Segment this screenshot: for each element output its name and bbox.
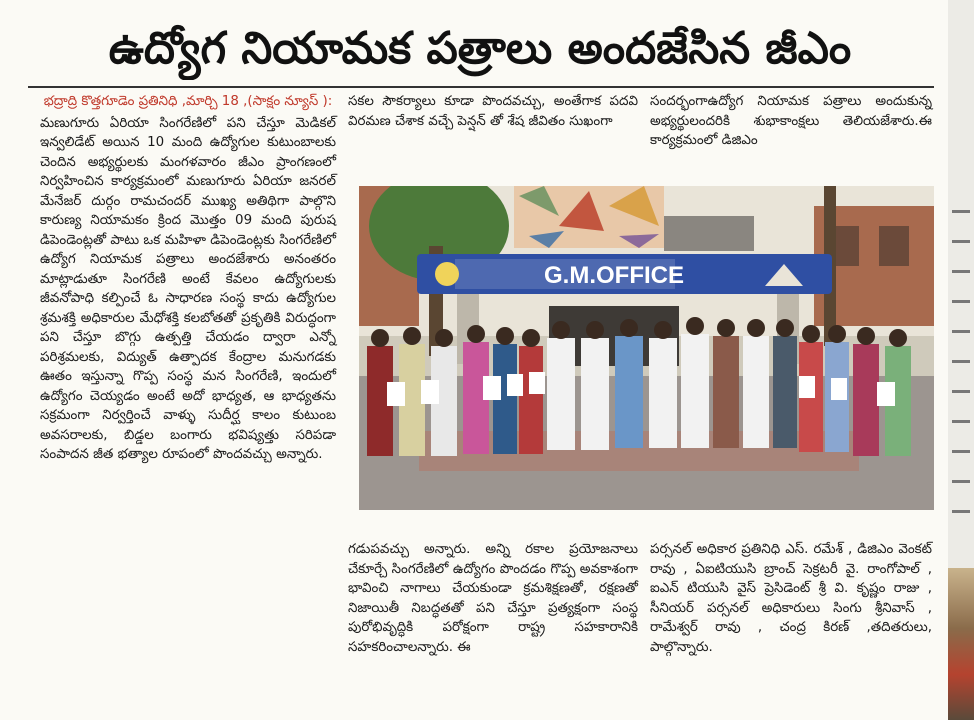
article-column-2-top (348, 92, 638, 131)
column-1-body: మణుగూరు ఏరియా సింగరేణిలో పని చేస్తూ మెడికల్ ఇన్వలిడేట్ అయిన 10 మంది ఉద్యోగుల కుటుంబాలకు చెందిన అభ్యర్థులకు మంగళవారం జీఎం ప్రాంగణంలో నిర్వహించిన కార్యక్రమంలో మణుగూరు ఏరియా జనరల్ మేనేజర్ దుర్గం రామచందర్ ముఖ్య అతిథిగా పాల్గొని కారుణ్య నియామకం క్రింద మొత్తం 09 మంది పురుష డిపెండెంట్లతో పాటు ఒక మహిళా డిపెండెంట్లకు సింగరేణిలో ఉద్యోగ నియామక పత్రాలు అందజేశారు అనంతరం మాట్లాడుతూ సింగరేణి అంటే కేవలం ఉద్యోగులకు జీవనోపాధి కల్పించే ఓ సాధారణ సంస్థ కాదు ఉద్యోగుల శ్రమశక్తి అధికారుల మేధోశక్తి కలబోతతో ప్రకృతికి విరుద్ధంగా పని చేస్తూ బొగ్గు ఉత్పత్తి చేయడం ద్వారా ఎన్నో పరిశ్రమలకు, విద్యుత్ ఉత్పాదక కేంద్రాల మనుగడకు ఊతం ఇస్తున్నా గొప్ప సంస్థ మన సింగరేణి, ఇందులో ఉద్యోగం చెయ్యడం అంటే అదో భాధ్యత, ఆ భాధ్యతను సక్రమంగా నిర్వర్తించే వాళ్ళు సుదీర్ఘ కాలం కుటుంబ అవసరాలకు, బిడ్డల బంగారు భవిష్యత్తు సరిపడా సంపాదన జీత భత్యాల రూపంలో పొందవచ్చు అన్నారు. (40, 115, 336, 462)
adjacent-page-edge (948, 0, 974, 720)
article-column-3-bottom (650, 540, 932, 657)
column-2-top-body: సకల సౌకర్యాలు కూడా పొందవచ్చు, అంతేగాక పదవి విరమణ చేశాక వచ్చే పెన్షన్ తో శేష జీవితం సుఖంగా (348, 94, 638, 129)
dateline: భద్రాద్రి కొత్తగూడెం ప్రతినిధి ,మార్చి 18 ,(సాక్షం న్యూస్ ): (43, 94, 333, 109)
headline-rule (28, 86, 934, 88)
sign-text: G.M.OFFICE (544, 262, 684, 289)
column-2-bottom-body: గడుపవచ్చు అన్నారు. అన్ని రకాల ప్రయోజనాలు చేకూర్చే సింగరేణిలో ఉద్యోగం పొందడం గొప్ప అవకాశంగా భావించి నాగాలు చేయకుండా క్రమశిక్షణతో, రక్షణతో నిజాయితీ నిబద్ధతతో పని చేస్తూ ప్రత్యక్షంగా సంస్థ పురోభివృద్ధికి పరోక్షంగా రాష్ట్ర సహకారానికి సహకరించాలన్నారు. ఈ (348, 542, 638, 655)
news-photo (359, 186, 934, 510)
column-3-bottom-body: పర్సనల్ అధికార ప్రతినిధి ఎస్. రమేశ్ , డిజిఎం వెంకట్ రావు , ఏఐటియుసి బ్రాంచ్ సెక్రటరీ వై. రాంగోపాల్ , ఐఎన్ టియుసి వైస్ ప్రెసిడెంట్ శ్రీ వి. కృష్ణం రాజు , సీనియర్ పర్సనల్ అధికారులు సింగు శ్రీనివాస్ , రామేశ్వర్ రావు , చంద్ర కిరణ్ ,తదితరులు, పాల్గొన్నారు. (650, 542, 932, 655)
photo-illustration (359, 186, 934, 510)
column-3-top-body: సందర్భంగాఉద్యోగ నియామక పత్రాలు అందుకున్న అభ్యర్థులందరికి శుభాకాంక్షలు తెలియజేశారు.ఈ కార్యక్రమంలో డిజిఎం (650, 94, 932, 148)
headline: ఉద్యోగ నియామక పత్రాలు అందజేసిన జీఎం (108, 23, 852, 74)
adjacent-page-photo (948, 568, 974, 720)
article-column-1 (40, 92, 336, 465)
people-group (367, 317, 911, 456)
article-column-2-bottom (348, 540, 638, 657)
article-column-3-top (650, 92, 932, 151)
